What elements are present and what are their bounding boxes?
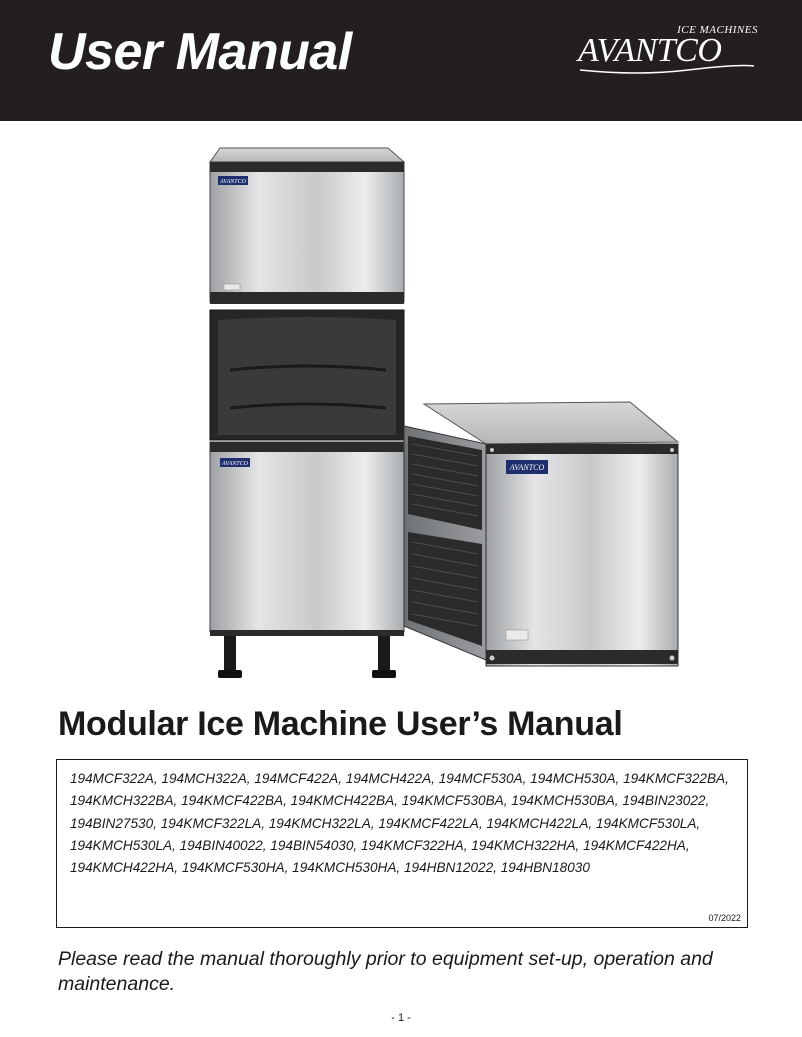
model-list-box: [56, 759, 748, 928]
logo-swoosh-icon: [578, 62, 758, 78]
logo-tagline: ICE MACHINES: [677, 24, 758, 36]
badge-modular-text: AVANTCO: [509, 463, 545, 472]
model-numbers: 194MCF322A, 194MCH322A, 194MCF422A, 194MCH422A, 194MCF530A, 194MCH530A, 194KMCF322BA, 194KMCH322BA, 194KMCF422BA, 194KMCH422BA, 194KMCF530BA, 194KMCH530BA, 194BIN23022, 194BIN27530, 194KMCF322LA, 194KMCH322LA, 194KMCF422LA, 194KMCH422LA, 194KMCF530LA, 194KMCH530LA, 194BIN40022, 194BIN54030, 194KMCF322HA, 194KMCH322HA, 194KMCF422HA, 194KMCH422HA, 194KMCF530HA, 194KMCH530HA, 194HBN12022, 194HBN18030: [70, 771, 729, 876]
document-title: Modular Ice Machine User’s Manual: [58, 705, 623, 743]
revision-date: 07/2022: [708, 913, 741, 923]
avantco-logo: [578, 20, 758, 80]
header-bar: [0, 0, 802, 121]
badge-bottom-text: AVANTCO: [222, 461, 248, 467]
page-number: - 1 -: [391, 1012, 411, 1024]
modular-ice-machine: [404, 402, 678, 666]
badge-top-text: AVANTCO: [220, 179, 246, 185]
product-image: [190, 140, 710, 700]
logo-brand: AVANTCO: [578, 32, 722, 69]
stacked-ice-machine: [210, 148, 404, 678]
page-title: User Manual: [48, 23, 352, 81]
read-manual-notice: Please read the manual thoroughly prior to equipment set-up, operation and maintenance.: [58, 948, 713, 995]
